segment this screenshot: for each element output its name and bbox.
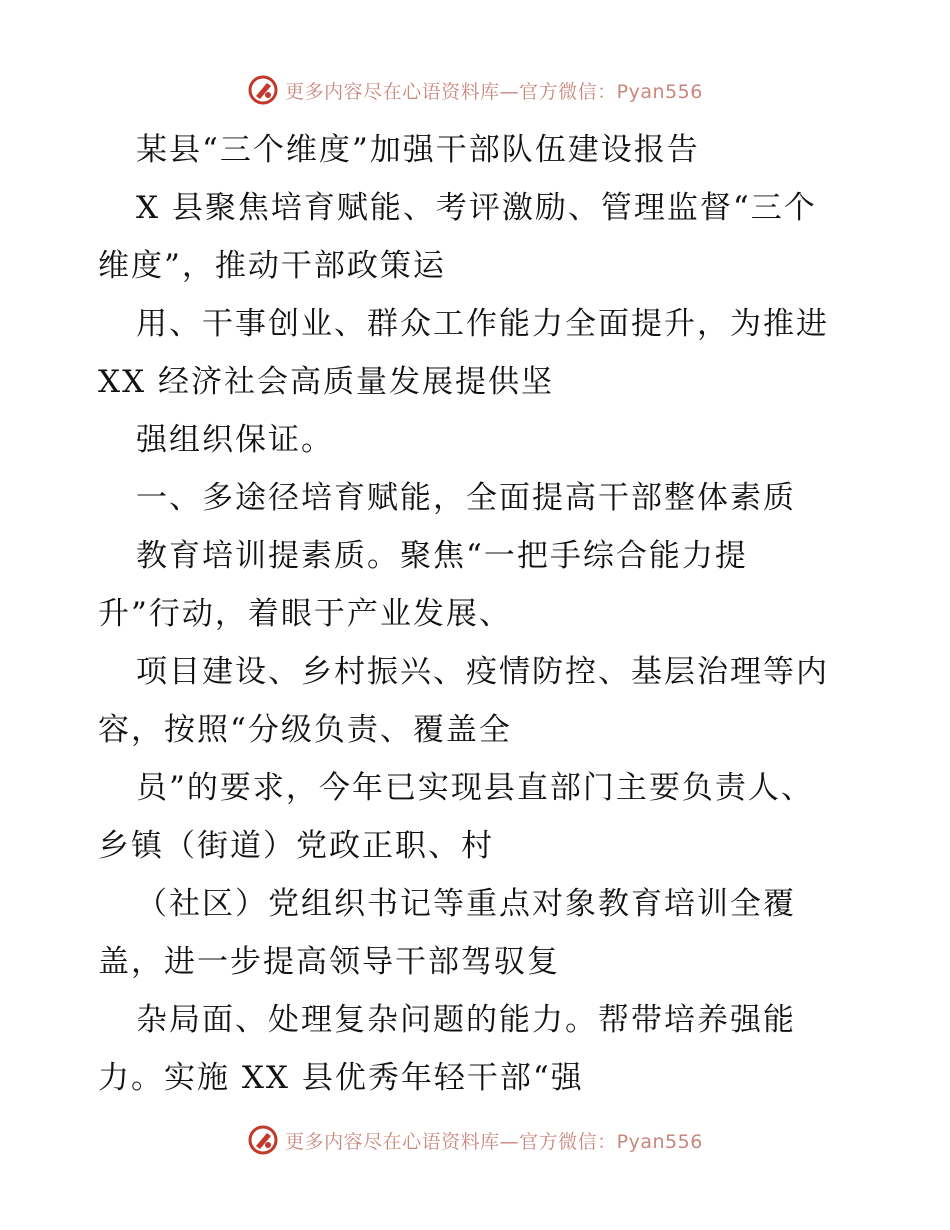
text-line: 乡镇（街道）党政正职、村 xyxy=(98,828,494,864)
text-line: 盖，进一步提高领导干部驾驭复 xyxy=(98,944,560,980)
footer-banner xyxy=(0,1120,950,1160)
text-line: 杂局面、处理复杂问题的能力。帮带培养强能 xyxy=(136,1002,796,1038)
document-title: 某县“三个维度”加强干部队伍建设报告 xyxy=(136,132,700,168)
footer-banner-text: 更多内容尽在心语资料库—官方微信：Pyan556 xyxy=(285,1130,703,1153)
text-line: 项目建设、乡村振兴、疫情防控、基层治理等内 xyxy=(136,654,829,690)
text-line: X 县聚焦培育赋能、考评激励、管理监督“三个 xyxy=(136,190,817,226)
text-line: 教育培训提素质。聚焦“一把手综合能力提 xyxy=(136,538,748,574)
text-line: 升”行动，着眼于产业发展、 xyxy=(98,596,512,632)
text-line: 力。实施 XX 县优秀年轻干部“强 xyxy=(98,1060,584,1096)
text-line: 用、干事创业、群众工作能力全面提升，为推进 xyxy=(136,306,829,342)
header-banner xyxy=(0,70,950,110)
section-heading: 一、多途径培育赋能，全面提高干部整体素质 xyxy=(136,480,796,516)
pen-seal-logo-icon xyxy=(247,1124,279,1156)
header-banner-text: 更多内容尽在心语资料库—官方微信：Pyan556 xyxy=(285,80,703,103)
text-line: XX 经济社会高质量发展提供坚 xyxy=(98,364,554,400)
pen-seal-logo-icon xyxy=(247,74,279,106)
text-line: 强组织保证。 xyxy=(136,422,334,458)
text-line: （社区）党组织书记等重点对象教育培训全覆 xyxy=(136,886,796,922)
text-line: 容，按照“分级负责、覆盖全 xyxy=(98,712,512,748)
text-line: 维度”，推动干部政策运 xyxy=(98,248,446,284)
text-line: 员”的要求，今年已实现县直部门主要负责人、 xyxy=(136,770,814,806)
